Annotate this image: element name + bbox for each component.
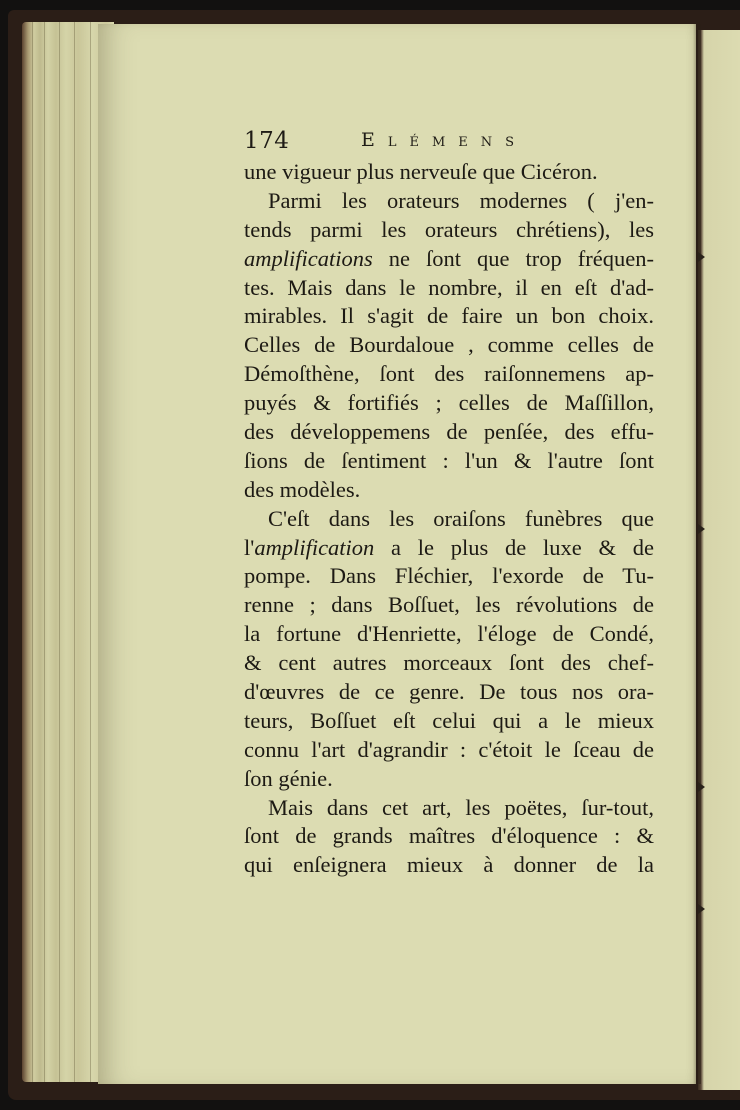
text-segment: teurs, Boſſuet eſt celui qui a le mieux — [244, 707, 654, 733]
text-segment: a le plus de luxe & de — [374, 534, 654, 560]
text-line — [244, 187, 654, 216]
text-line — [244, 418, 654, 447]
text-line — [244, 158, 654, 187]
text-segment: & cent autres morceaux ſont des chef- — [244, 650, 654, 676]
text-segment: ſon génie. — [244, 765, 333, 791]
text-segment: Celles de Bourdaloue , comme celles de — [244, 332, 654, 358]
text-segment: connu l'art d'agrandir : c'étoit le ſceau de — [244, 736, 654, 762]
page-number: 174 — [244, 128, 290, 154]
italic-term: amplification — [254, 534, 375, 560]
text-segment: l' — [244, 534, 255, 560]
text-line — [244, 274, 654, 303]
text-segment: tes. Mais dans le nombre, il en eſt d'ad- — [244, 274, 654, 300]
text-segment: puyés & fortifiés ; celles de Maſſillon, — [244, 390, 654, 416]
text-line — [244, 822, 654, 851]
italic-term: amplifications — [244, 245, 373, 271]
text-line — [244, 389, 654, 418]
text-line — [244, 851, 654, 880]
text-line — [244, 620, 654, 649]
text-segment: ne ſont que trop fréquen- — [372, 245, 654, 271]
text-segment: une vigueur plus nerveuſe que Cicéron. — [244, 159, 598, 184]
text-segment: renne ; dans Boſſuet, les révolutions de — [244, 592, 654, 618]
margin-marker — [698, 904, 705, 914]
text-segment: tends parmi les orateurs chrétiens), les — [244, 216, 654, 242]
text-line — [244, 707, 654, 736]
text-line — [244, 591, 654, 620]
text-segment: C'eſt dans les oraiſons funèbres que — [268, 505, 654, 531]
margin-marker — [698, 782, 705, 792]
text-line — [244, 245, 654, 274]
text-segment: Mais dans cet art, les poëtes, ſur-tout, — [268, 794, 654, 820]
text-line — [244, 794, 654, 823]
text-line — [244, 736, 654, 765]
text-segment: pompe. Dans Fléchier, l'exorde de Tu- — [244, 563, 654, 589]
text-segment: ſions de ſentiment : l'un & l'autre ſont — [244, 447, 654, 473]
text-line — [244, 331, 654, 360]
text-line — [244, 765, 654, 794]
text-segment: la fortune d'Henriette, l'éloge de Condé, — [244, 621, 654, 647]
text-line — [244, 476, 654, 505]
running-title: Elémens — [361, 129, 528, 151]
text-line — [244, 649, 654, 678]
text-line — [244, 447, 654, 476]
text-line — [244, 505, 654, 534]
text-segment: Démoſthène, ſont des raiſonnemens ap- — [244, 361, 654, 387]
running-head — [244, 128, 664, 162]
text-line — [244, 562, 654, 591]
text-line — [244, 302, 654, 331]
page-edge-line — [90, 22, 91, 1082]
body-text — [244, 158, 654, 880]
text-line — [244, 678, 654, 707]
facing-page-edge — [698, 30, 740, 1090]
text-segment: des développemens de penſée, des effu- — [244, 419, 654, 445]
text-line — [244, 216, 654, 245]
page-edge-line — [44, 22, 45, 1082]
page-edge-line — [59, 22, 60, 1082]
page-edge-line — [32, 22, 33, 1082]
text-segment: ſont de grands maîtres d'éloquence : & — [244, 823, 654, 849]
text-segment: d'œuvres de ce genre. De tous nos ora- — [244, 679, 654, 705]
text-line — [244, 360, 654, 389]
text-line — [244, 534, 654, 563]
gutter-shadow — [693, 24, 701, 1084]
margin-marker — [698, 252, 705, 262]
margin-marker — [698, 524, 705, 534]
text-segment: mirables. Il s'agit de faire un bon choix. — [244, 303, 654, 329]
text-segment: des modèles. — [244, 476, 361, 502]
text-segment: Parmi les orateurs modernes ( j'en- — [268, 187, 654, 213]
page-edge-line — [74, 22, 75, 1082]
text-segment: qui enſeignera mieux à donner de la — [244, 852, 654, 878]
